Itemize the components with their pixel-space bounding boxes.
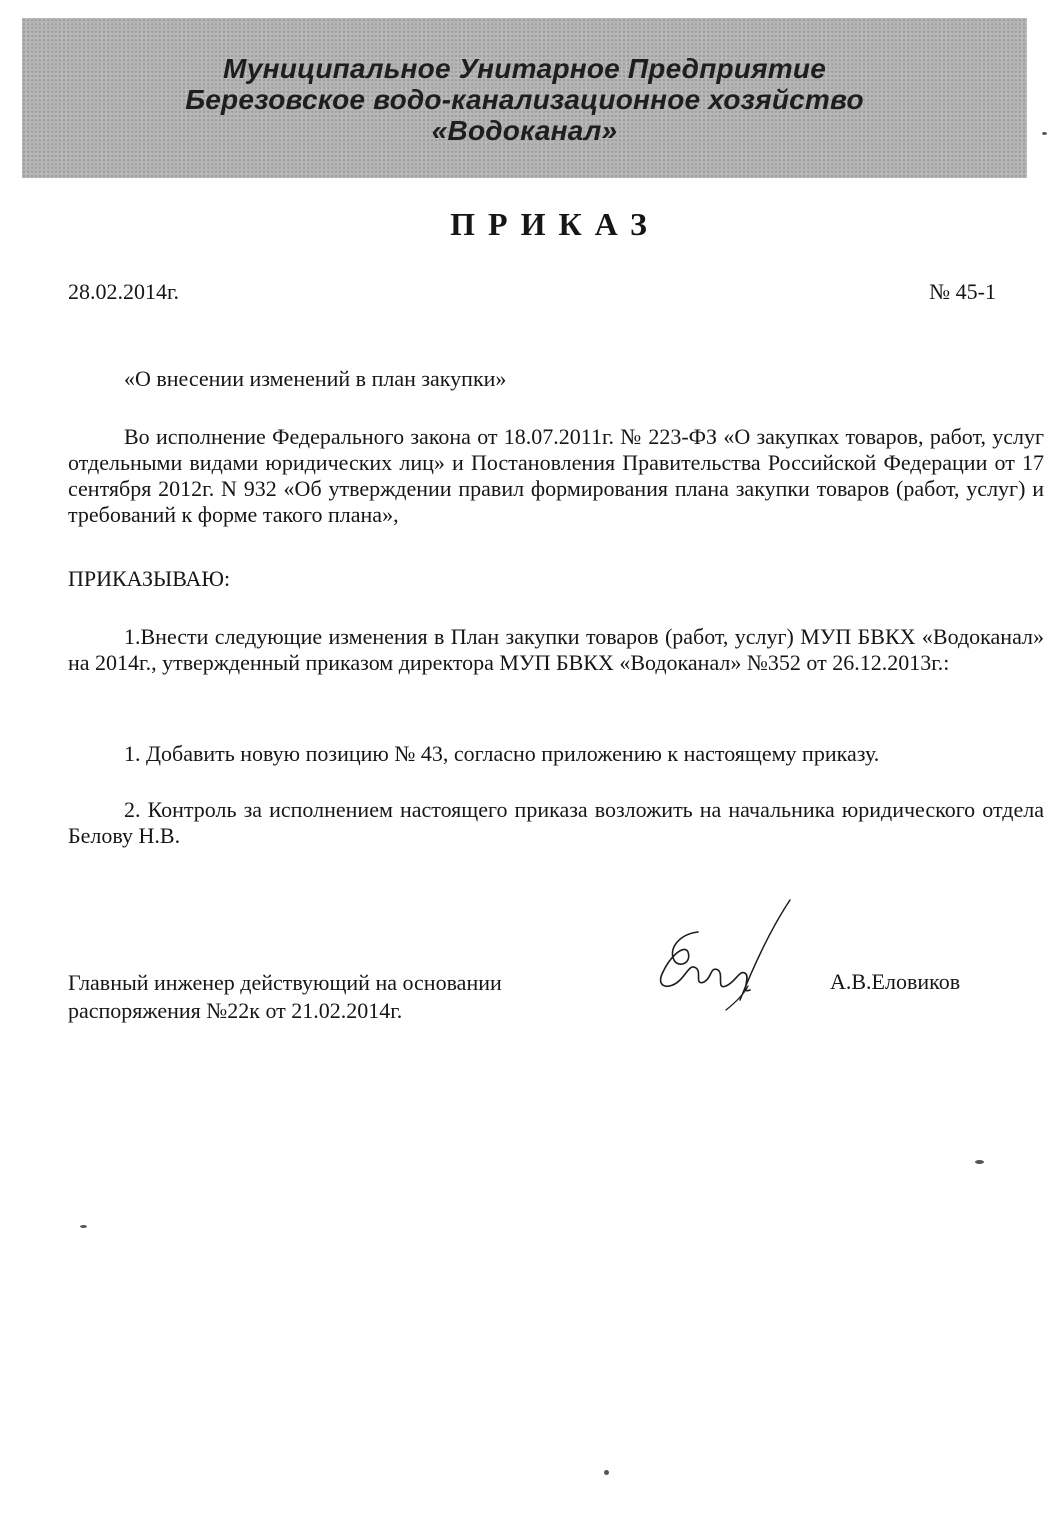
organization-name-line-1: Муниципальное Унитарное Предприятие [223,53,826,84]
order-number: № 45-1 [929,279,996,304]
signer-role [68,969,628,1025]
preamble-paragraph: Во исполнение Федерального закона от 18.07.2011г. № 223-ФЗ «О закупках товаров, работ, услуг отдельными видами юридических лиц» и Постановления Правительства Российской Федерации от 17 сентября 2012г. N 932 «Об утверждении правил формирования плана закупки товаров (работ, услуг) и требований к форме такого плана», [68,424,1044,527]
order-item-1-1: 1. Добавить новую позицию № 43, согласно приложению к настоящему приказу. [124,741,880,766]
scan-speck [975,1160,984,1164]
scan-speck [80,1225,87,1228]
handwritten-signature [640,890,800,1020]
scan-speck [1042,132,1047,135]
order-item-2: 2. Контроль за исполнением настоящего приказа возложить на начальника юридического отдела Белову Н.В. [68,797,1044,848]
order-subject: «О внесении изменений в план закупки» [124,366,507,391]
order-item-1: 1.Внести следующие изменения в План закупки товаров (работ, услуг) МУП БВКХ «Водоканал» на 2014г., утвержденный приказом директора МУП БВКХ «Водоканал» №352 от 26.12.2013г.: [68,624,1044,675]
signer-name: А.В.Еловиков [830,969,961,994]
order-keyword: ПРИКАЗЫВАЮ: [68,566,231,591]
document-title: ПРИКАЗ [450,206,660,242]
organization-header [22,18,1027,178]
scan-speck [604,1470,609,1475]
organization-name-line-2: Березовское водо-канализационное хозяйство [185,84,864,115]
order-date: 28.02.2014г. [68,279,180,304]
signer-role-line-1: Главный инженер действующий на основании [68,970,502,995]
organization-name-line-3: «Водоканал» [431,115,618,146]
signer-role-line-2: распоряжения №22к от 21.02.2014г. [68,998,403,1023]
